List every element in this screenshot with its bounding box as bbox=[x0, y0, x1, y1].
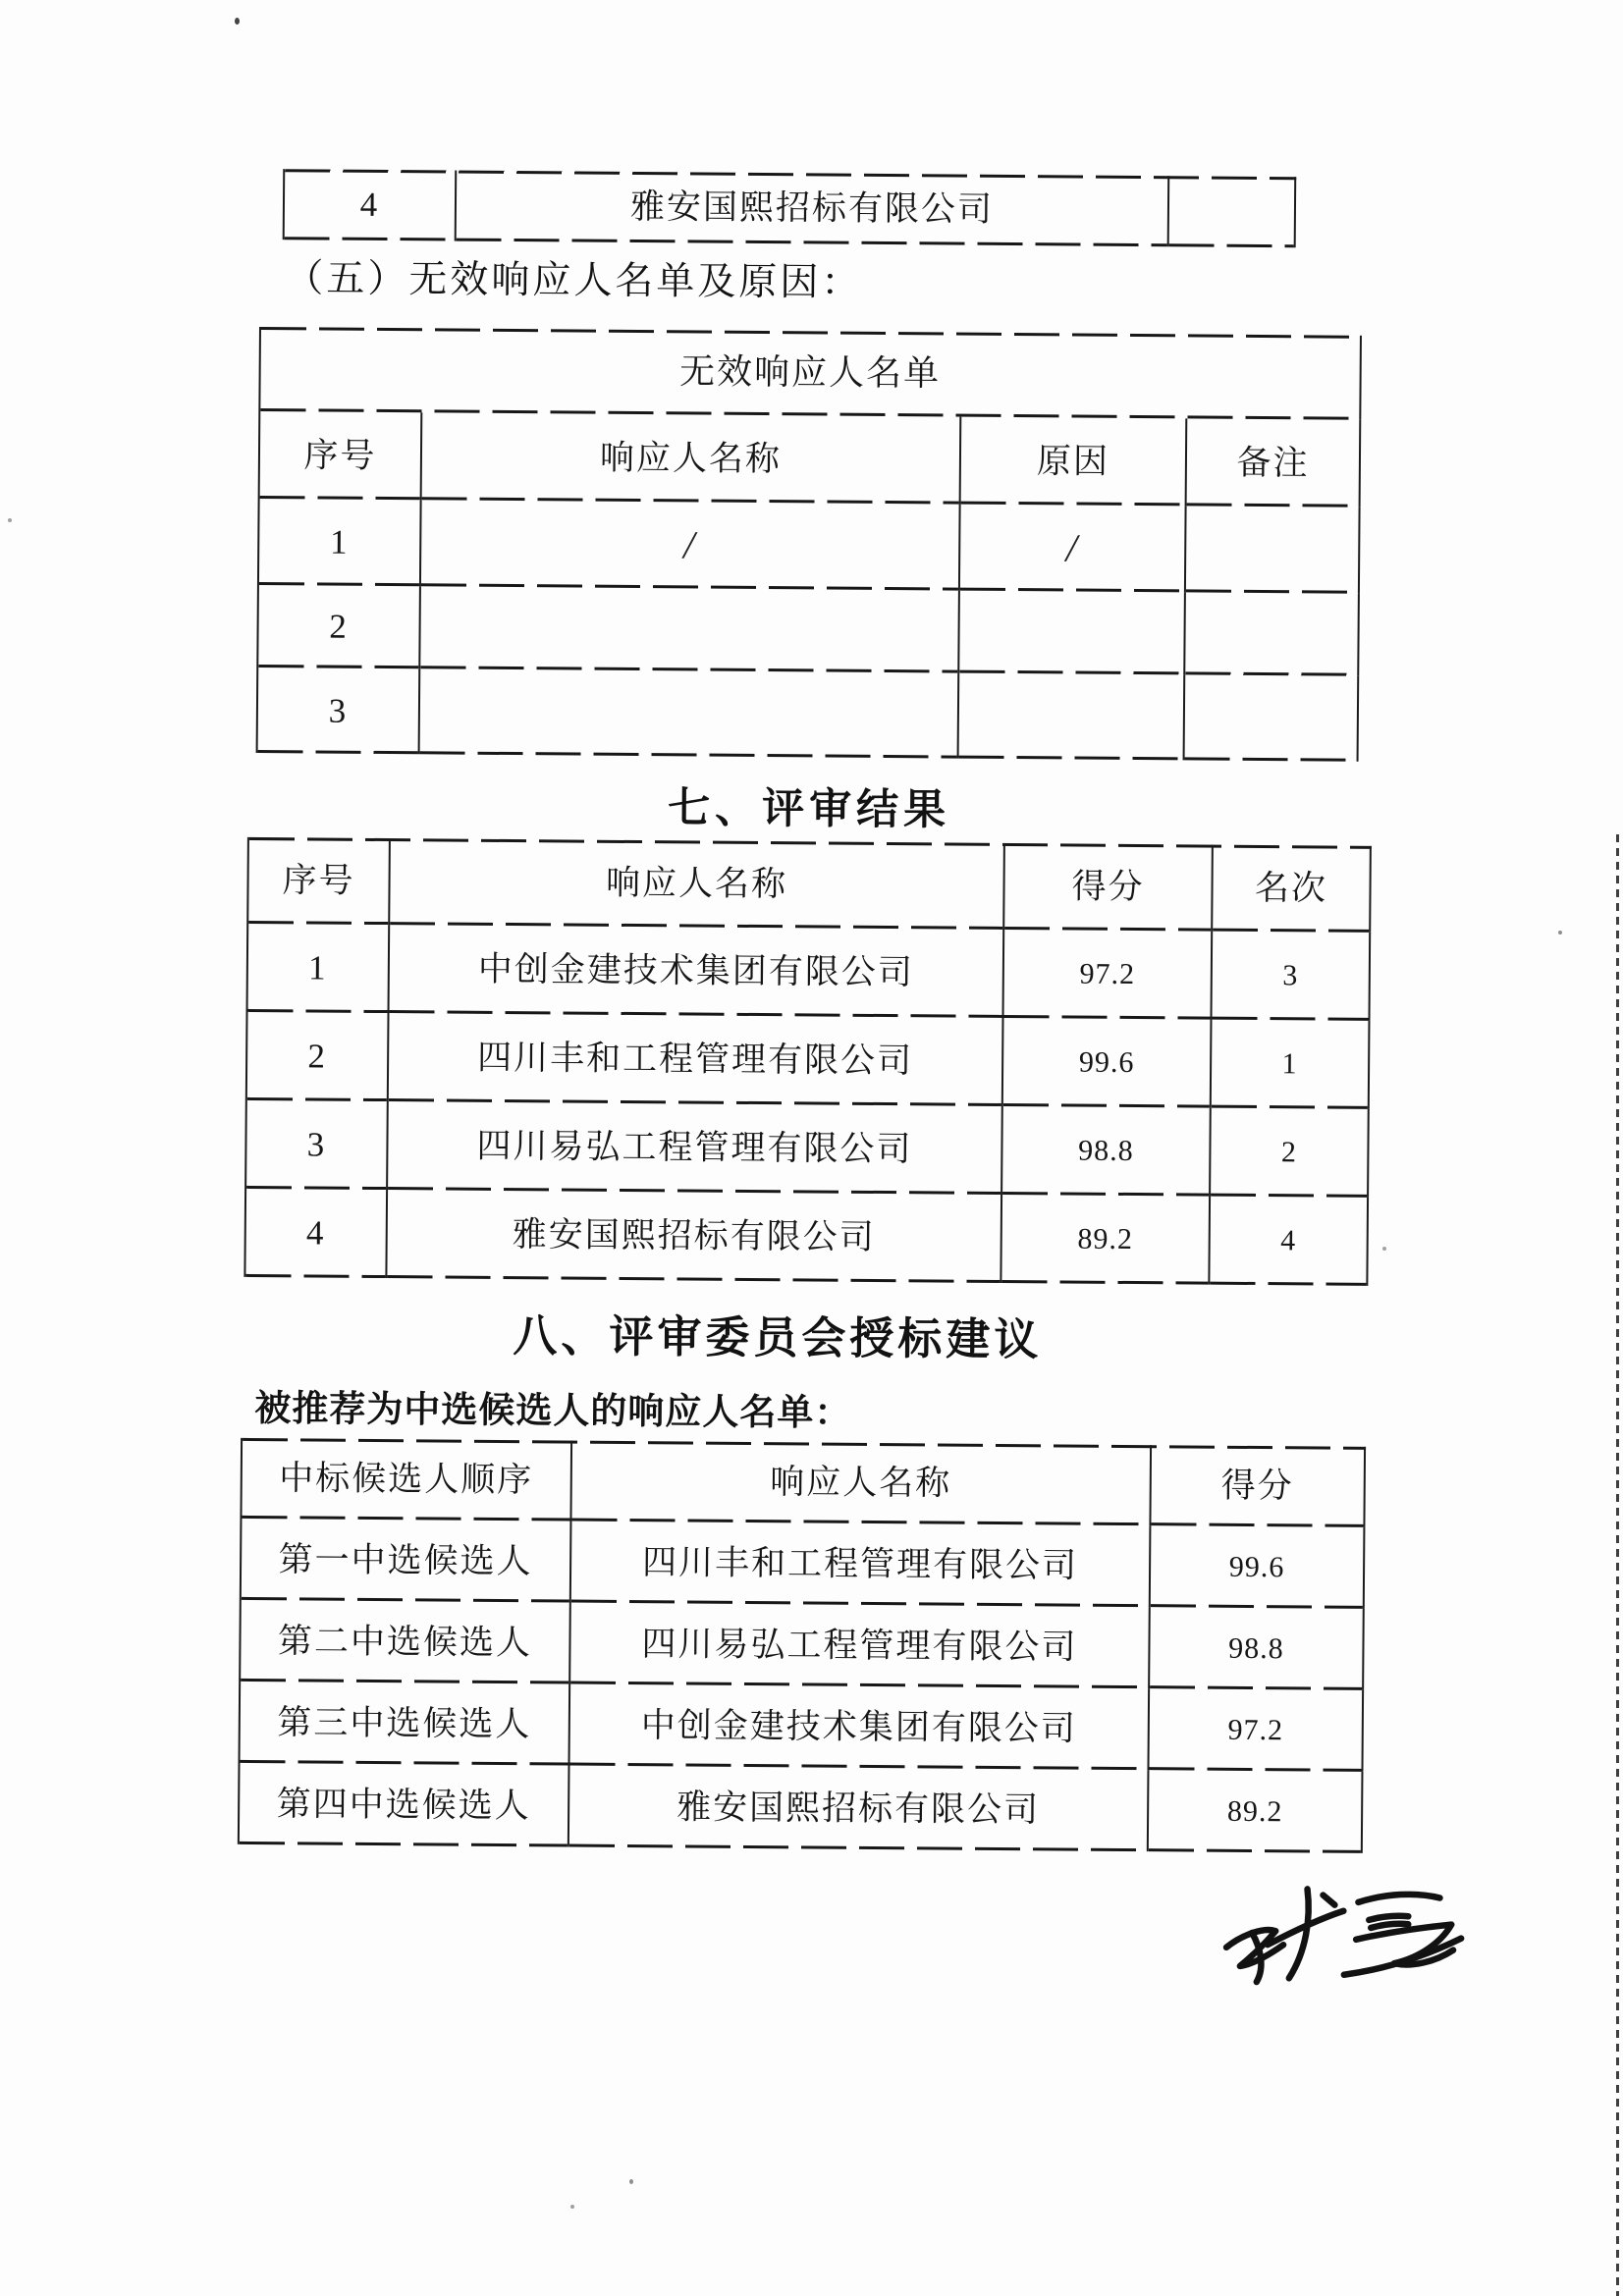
candidate-order-cell: 第三中选候选人 bbox=[241, 1682, 571, 1766]
section8-heading: 八、评审委员会授标建议 bbox=[513, 1311, 1043, 1365]
bidder-name-cell: 雅安国熙招标有限公司 bbox=[457, 171, 1170, 247]
reason-cell: / bbox=[960, 505, 1187, 593]
bidder-name-cell: / bbox=[421, 500, 961, 590]
score-cell: 89.2 bbox=[1149, 1770, 1364, 1853]
candidate-order-cell: 第二中选候选人 bbox=[241, 1600, 571, 1684]
scan-speck bbox=[570, 2205, 574, 2209]
bidder-name-cell bbox=[420, 586, 960, 672]
col-header-reason: 原因 bbox=[961, 417, 1188, 507]
remark-cell bbox=[1185, 592, 1360, 675]
rank-cell: 3 bbox=[1212, 932, 1371, 1021]
score-cell: 98.8 bbox=[1150, 1607, 1365, 1690]
serial-cell: 4 bbox=[285, 169, 458, 240]
bidder-name-cell: 四川丰和工程管理有限公司 bbox=[571, 1522, 1152, 1608]
col-header-remark: 备注 bbox=[1187, 418, 1362, 507]
col-header-candidate-order: 中标候选人顺序 bbox=[242, 1438, 572, 1522]
reason-cell bbox=[959, 673, 1186, 761]
bidder-name-cell: 四川丰和工程管理有限公司 bbox=[389, 1013, 1004, 1106]
scan-speck bbox=[8, 518, 12, 522]
serial-cell: 1 bbox=[248, 924, 391, 1013]
col-header-bidder-name: 响应人名称 bbox=[571, 1441, 1152, 1526]
col-header-bidder-name: 响应人名称 bbox=[390, 838, 1005, 930]
bidder-name-cell: 中创金建技术集团有限公司 bbox=[569, 1684, 1150, 1771]
serial-cell: 2 bbox=[258, 585, 421, 668]
serial-cell: 1 bbox=[259, 499, 422, 586]
remark-cell bbox=[1185, 674, 1360, 761]
col-header-bidder-name: 响应人名称 bbox=[422, 412, 962, 504]
table-title: 无效响应人名单 bbox=[260, 327, 1362, 420]
serial-cell: 3 bbox=[258, 667, 421, 754]
remark-cell bbox=[1186, 506, 1361, 593]
score-cell: 97.2 bbox=[1003, 930, 1213, 1020]
bidder-name-cell: 中创金建技术集团有限公司 bbox=[390, 925, 1005, 1018]
col-header-rank: 名次 bbox=[1213, 845, 1372, 933]
serial-cell: 3 bbox=[246, 1100, 389, 1190]
score-cell: 99.6 bbox=[1151, 1525, 1366, 1609]
award-candidates-table bbox=[238, 1438, 1366, 1853]
invalid-respondents-table bbox=[256, 327, 1362, 762]
candidate-order-cell: 第四中选候选人 bbox=[240, 1763, 570, 1847]
serial-cell: 4 bbox=[245, 1189, 388, 1278]
rank-cell: 4 bbox=[1210, 1197, 1369, 1286]
serial-cell: 2 bbox=[247, 1012, 390, 1101]
bidder-name-cell: 四川易弘工程管理有限公司 bbox=[570, 1603, 1151, 1689]
col-header-score: 得分 bbox=[1151, 1445, 1366, 1527]
score-cell: 89.2 bbox=[1001, 1195, 1211, 1285]
recommend-line: 被推荐为中选候选人的响应人名单： bbox=[254, 1388, 852, 1434]
scan-edge-artifact bbox=[1616, 834, 1619, 2296]
scan-speck bbox=[235, 18, 240, 25]
score-cell: 99.6 bbox=[1003, 1018, 1213, 1108]
empty-cell bbox=[1169, 176, 1297, 247]
bidder-name-cell: 雅安国熙招标有限公司 bbox=[387, 1190, 1002, 1283]
handwritten-signature bbox=[1213, 1881, 1479, 2005]
col-header-serial: 序号 bbox=[260, 411, 423, 500]
section7-heading: 七、评审结果 bbox=[667, 785, 951, 834]
scan-speck bbox=[629, 2179, 633, 2184]
carryover-table bbox=[283, 169, 1297, 247]
section5-heading: （五）无效响应人名单及原因： bbox=[285, 257, 863, 304]
score-cell: 98.8 bbox=[1002, 1106, 1212, 1197]
rank-cell: 2 bbox=[1211, 1108, 1370, 1198]
bidder-name-cell: 四川易弘工程管理有限公司 bbox=[388, 1101, 1003, 1195]
evaluation-result-table bbox=[243, 837, 1371, 1286]
scan-speck bbox=[1382, 1247, 1386, 1251]
score-cell: 97.2 bbox=[1149, 1688, 1364, 1772]
bidder-name-cell bbox=[420, 668, 960, 758]
bidder-name-cell: 雅安国熙招标有限公司 bbox=[569, 1766, 1150, 1852]
candidate-order-cell: 第一中选候选人 bbox=[242, 1519, 572, 1603]
scan-speck bbox=[1558, 931, 1562, 934]
col-header-serial: 序号 bbox=[248, 837, 391, 925]
reason-cell bbox=[959, 591, 1186, 675]
col-header-score: 得分 bbox=[1004, 843, 1214, 932]
rank-cell: 1 bbox=[1212, 1020, 1371, 1109]
